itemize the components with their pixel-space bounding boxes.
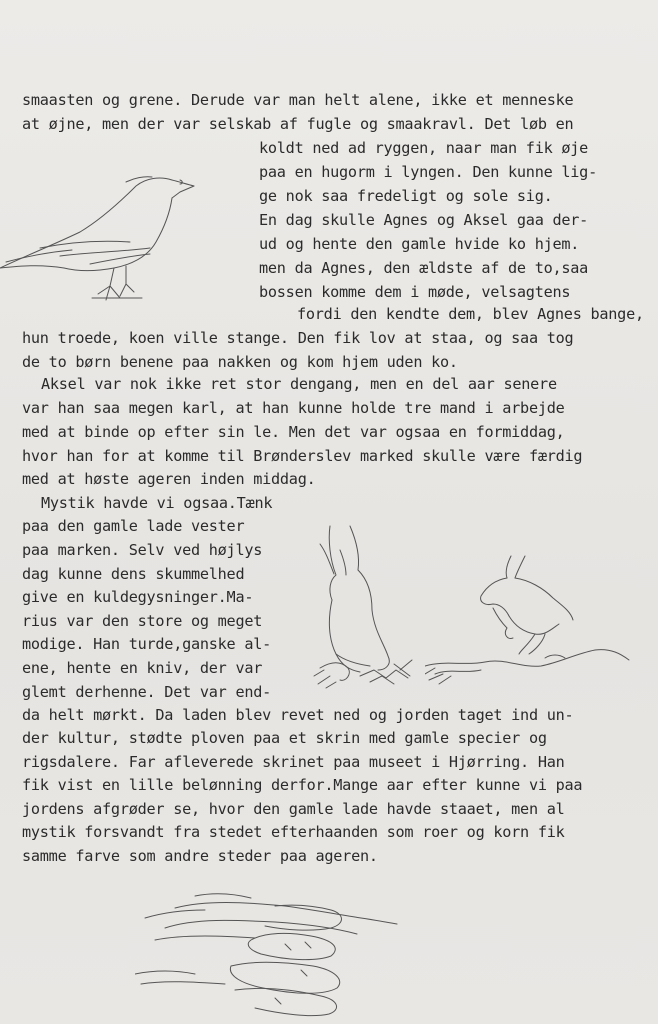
text-line: at øjne, men der var selskab af fugle og smaakravl. Det løb en — [22, 115, 574, 133]
text-line: rigsdalere. Far afleverede skrinet paa museet i Hjørring. Han — [22, 753, 565, 771]
hare-leaping-drawing — [425, 550, 635, 690]
hare-sitting-drawing — [300, 520, 420, 695]
text-line: samme farve som andre steder paa ageren. — [22, 847, 378, 865]
text-line: Aksel var nok ikke ret stor dengang, men en del aar senere — [41, 375, 557, 393]
text-line: ene, hente en kniv, der var — [22, 659, 263, 677]
text-line: paa en hugorm i lyngen. Den kunne lig- — [259, 163, 597, 181]
text-line: men da Agnes, den ældste af de to,saa — [259, 259, 589, 277]
text-line: fik vist en lille belønning derfor.Mange aar efter kunne vi paa — [22, 776, 583, 794]
text-line: En dag skulle Agnes og Aksel gaa der- — [259, 211, 589, 229]
text-line: rius var den store og meget — [22, 612, 263, 630]
text-line: bossen komme dem i møde, velsagtens — [259, 283, 571, 301]
text-line: paa marken. Selv ved højlys — [22, 541, 263, 559]
text-line: paa den gamle lade vester — [22, 517, 245, 535]
text-line: der kultur, stødte ploven paa et skrin med gamle specier og — [22, 729, 547, 747]
text-line: koldt ned ad ryggen, naar man fik øje — [259, 139, 589, 157]
text-line: med at høste ageren inden middag. — [22, 470, 316, 488]
text-line: de to børn benene paa nakken og kom hjem uden ko. — [22, 353, 458, 371]
text-line: smaasten og grene. Derude var man helt alene, ikke et menneske — [22, 91, 574, 109]
text-line: da helt mørkt. Da laden blev revet ned og jorden taget ind un- — [22, 706, 574, 724]
text-line: hun troede, koen ville stange. Den fik lov at staa, og saa tog — [22, 329, 574, 347]
text-line: modige. Han turde,ganske al- — [22, 635, 272, 653]
text-line: fordi den kendte dem, blev Agnes bange, — [297, 305, 644, 323]
text-line: ud og hente den gamle hvide ko hjem. — [259, 235, 580, 253]
text-line: ge nok saa fredeligt og sole sig. — [259, 187, 553, 205]
text-line: give en kuldegysninger.Ma- — [22, 588, 254, 606]
bird-drawing — [0, 168, 200, 308]
text-line: glemt derhenne. Det var end- — [22, 683, 272, 701]
text-line: dag kunne dens skummelhed — [22, 565, 245, 583]
text-line: jordens afgrøder se, hvor den gamle lade havde staaet, men al — [22, 800, 565, 818]
roots-vegetables-drawing — [135, 880, 405, 1020]
text-line: var han saa megen karl, at han kunne holde tre mand i arbejde — [22, 399, 565, 417]
text-line: mystik forsvandt fra stedet efterhaanden som roer og korn fik — [22, 823, 565, 841]
text-line: med at binde op efter sin le. Men det var ogsaa en formiddag, — [22, 423, 565, 441]
text-line: hvor han for at komme til Brønderslev marked skulle være færdig — [22, 447, 583, 465]
text-line: Mystik havde vi ogsaa.Tænk — [41, 494, 273, 512]
